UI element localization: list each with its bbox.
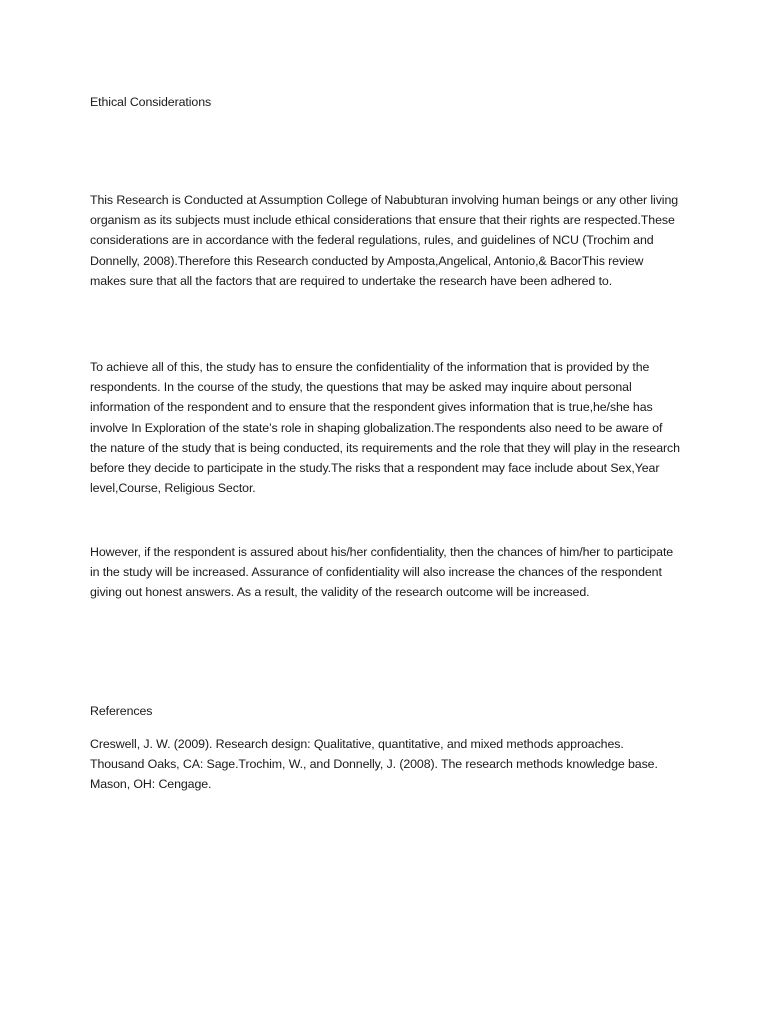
body-paragraph-2: To achieve all of this, the study has to ensure the confidentiality of the information that is provided by the respondents. In the course of the study, the questions that may be asked may inquire about personal information of the respondent and to ensure that the respondent gives information that is true,he/she has involve In Exploration of the state’s role in shaping globalization.The respondents also need to be aware of the nature of the study that is being conducted, its requirements and the role that they will play in the research before they decide to participate in the study.The risks that a respondent may face include about Sex,Year level,Course, Religious Sector. <box>90 360 680 496</box>
body-paragraph-3: However, if the respondent is assured about his/her confidentiality, then the chances of him/her to participate in the study will be increased. Assurance of confidentiality will also increase the chances of the respondent giving out honest answers. As a result, the validity of the research outcome will be increased. <box>90 545 674 600</box>
references-list: Creswell, J. W. (2009). Research design: Qualitative, quantitative, and mixed methods approaches. Thousand Oaks, CA: Sage.Trochim, W., and Donnelly, J. (2008). The research methods knowledge base. Mason, OH: Cengage. <box>90 737 658 792</box>
section-heading: Ethical Considerations <box>90 95 212 109</box>
body-paragraph-1: This Research is Conducted at Assumption College of Nabubturan involving human beings or any other living organism as its subjects must include ethical considerations that ensure that their rights are respected.These considerations are in accordance with the federal regulations, rules, and guidelines of NCU (Trochim and Donnelly, 2008).Therefore this Research conducted by Amposta,Angelical, Antonio,& BacorThis review makes sure that all the factors that are required to undertake the research have been adhered to. <box>90 193 679 288</box>
references-heading: References <box>90 704 153 718</box>
